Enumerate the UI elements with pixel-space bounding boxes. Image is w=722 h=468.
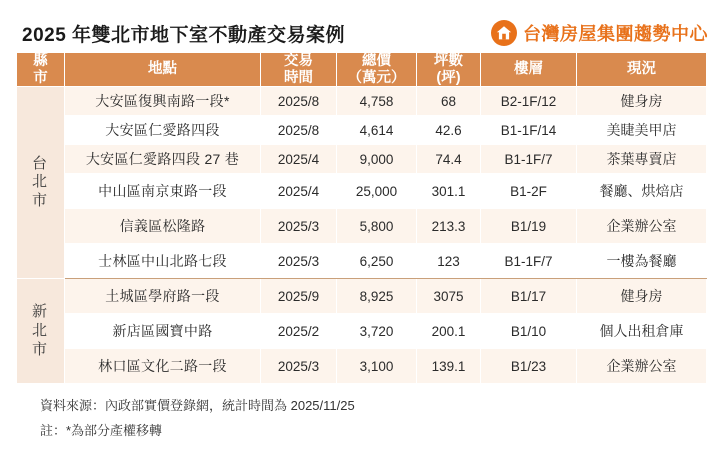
cell-place: 信義區松隆路 <box>65 209 261 244</box>
cell-price: 4,614 <box>337 116 417 145</box>
cell-status: 一樓為餐廳 <box>577 244 707 279</box>
cell-price: 4,758 <box>337 87 417 116</box>
region-cell-taipei: 台 北 市 <box>17 87 65 279</box>
table-row <box>17 116 707 145</box>
cell-place: 中山區南京東路一段 <box>65 174 261 209</box>
cell-date: 2025/8 <box>261 87 337 116</box>
column-header-status: 現況 <box>577 53 707 87</box>
cell-place: 士林區中山北路七段 <box>65 244 261 279</box>
cell-floor: B1/23 <box>481 349 577 384</box>
source-note: 資料來源：內政部實價登錄網，統計時間為 2025/11/25 <box>40 398 355 414</box>
cell-place: 土城區學府路一段 <box>65 279 261 314</box>
column-header-region <box>17 53 65 87</box>
header <box>0 0 722 52</box>
cell-place: 新店區國寶中路 <box>65 314 261 349</box>
cell-floor: B1/17 <box>481 279 577 314</box>
cell-status: 健身房 <box>577 279 707 314</box>
column-header-floor: 樓層 <box>481 53 577 87</box>
table-row <box>17 87 707 116</box>
cell-price: 3,100 <box>337 349 417 384</box>
cell-price: 5,800 <box>337 209 417 244</box>
cell-status: 茶葉專賣店 <box>577 145 707 174</box>
cell-date: 2025/3 <box>261 244 337 279</box>
footnotes <box>0 384 722 443</box>
cell-date: 2025/2 <box>261 314 337 349</box>
cell-place: 林口區文化二路一段 <box>65 349 261 384</box>
cell-floor: B1-1F/7 <box>481 145 577 174</box>
cell-price: 3,720 <box>337 314 417 349</box>
cell-date: 2025/4 <box>261 174 337 209</box>
cell-status: 健身房 <box>577 87 707 116</box>
cell-price: 9,000 <box>337 145 417 174</box>
cell-ping: 301.1 <box>417 174 481 209</box>
cell-floor: B1/19 <box>481 209 577 244</box>
cell-date: 2025/9 <box>261 279 337 314</box>
cell-floor: B2-1F/12 <box>481 87 577 116</box>
cell-status: 個人出租倉庫 <box>577 314 707 349</box>
column-header-region-line1: 縣 <box>33 53 48 69</box>
cell-floor: B1-1F/14 <box>481 116 577 145</box>
cell-floor: B1/10 <box>481 314 577 349</box>
remark-note: 註：*為部分產權移轉 <box>40 423 163 439</box>
cell-floor: B1-1F/7 <box>481 244 577 279</box>
table-row <box>17 145 707 174</box>
cell-ping: 74.4 <box>417 145 481 174</box>
table-row <box>17 279 707 314</box>
brand-logo <box>491 20 708 46</box>
brand-name: 台灣房屋集團趨勢中心 <box>523 24 708 44</box>
cell-status: 企業辦公室 <box>577 349 707 384</box>
cell-place: 大安區仁愛路四段 27 巷 <box>65 145 261 174</box>
cell-place: 大安區仁愛路四段 <box>65 116 261 145</box>
cell-date: 2025/4 <box>261 145 337 174</box>
house-icon <box>491 20 517 46</box>
column-header-region-line2: 市 <box>33 69 48 86</box>
page-title: 2025 年雙北市地下室不動產交易案例 <box>22 24 346 46</box>
table-header-row <box>17 53 707 87</box>
cell-date: 2025/8 <box>261 116 337 145</box>
cell-price: 25,000 <box>337 174 417 209</box>
cell-ping: 200.1 <box>417 314 481 349</box>
cell-floor: B1-2F <box>481 174 577 209</box>
table-row <box>17 349 707 384</box>
cell-price: 8,925 <box>337 279 417 314</box>
cell-status: 餐廳、烘焙店 <box>577 174 707 209</box>
cell-status: 企業辦公室 <box>577 209 707 244</box>
cell-ping: 42.6 <box>417 116 481 145</box>
table-row <box>17 244 707 279</box>
cell-status: 美睫美甲店 <box>577 116 707 145</box>
cell-ping: 3075 <box>417 279 481 314</box>
region-cell-new-taipei: 新 北 市 <box>17 279 65 384</box>
cell-date: 2025/3 <box>261 209 337 244</box>
cell-ping: 139.1 <box>417 349 481 384</box>
cell-ping: 68 <box>417 87 481 116</box>
column-header-date: 交易 時間 <box>261 53 337 87</box>
table-row <box>17 314 707 349</box>
table-row <box>17 174 707 209</box>
cell-ping: 213.3 <box>417 209 481 244</box>
cell-price: 6,250 <box>337 244 417 279</box>
column-header-price: 總價 （萬元） <box>337 53 417 87</box>
table-row <box>17 209 707 244</box>
cell-ping: 123 <box>417 244 481 279</box>
column-header-place: 地點 <box>65 53 261 87</box>
transactions-table <box>16 52 707 384</box>
column-header-ping: 坪數 (坪) <box>417 53 481 87</box>
cell-place: 大安區復興南路一段* <box>65 87 261 116</box>
table-container <box>0 52 722 384</box>
table-body <box>17 87 707 384</box>
cell-date: 2025/3 <box>261 349 337 384</box>
